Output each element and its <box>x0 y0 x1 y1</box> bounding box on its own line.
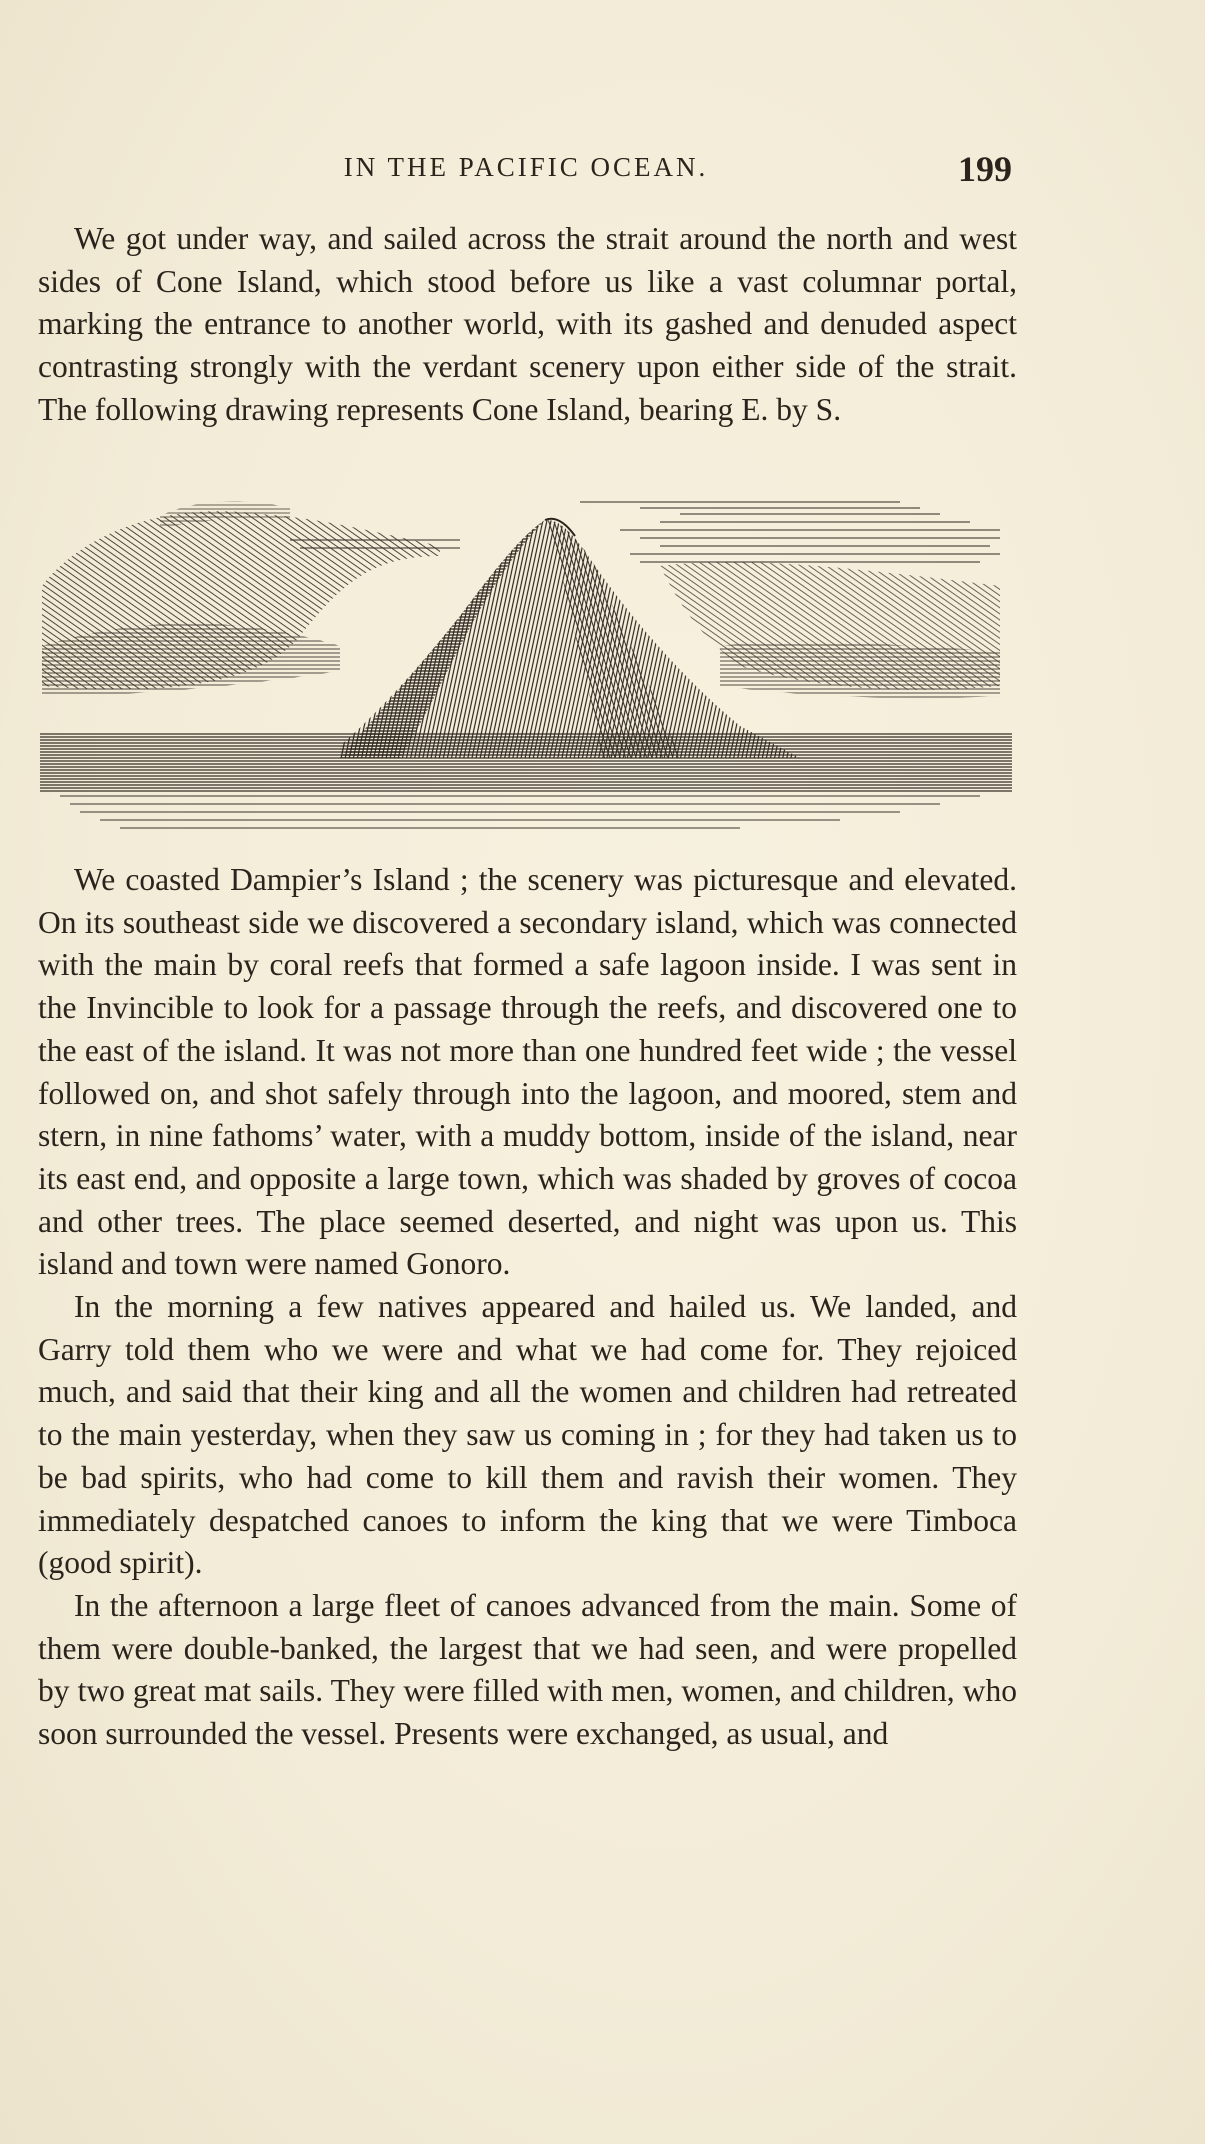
paragraph: In the afternoon a large fleet of canoes advanced from the main. Some of them were double-banked, the largest that we had seen, and were propelled by two great mat sails. They were filled with men, women, and children, who soon surrounded the vessel. Presents were exchanged, as usual, and <box>38 1587 1017 1752</box>
running-title: IN THE PACIFIC OCEAN. <box>343 152 709 182</box>
cone-island-engraving <box>40 496 1012 838</box>
running-head <box>40 148 1012 188</box>
text-after-figure <box>38 859 1017 1756</box>
paragraph: We coasted Dampier’s Island ; the scenery was picturesque and elevated. On its southeast side we discovered a secondary island, which was connected with the main by coral reefs that formed a safe lagoon inside. I was sent in the Invincible to look for a passage through the reefs, and discovered one to the east of the island. It was not more than one hundred feet wide ; the vessel followed on, and shot safely through into the lagoon, and moored, stem and stern, in nine fathoms’ water, with a muddy bottom, inside of the island, near its east end, and opposite a large town, which was shaded by groves of cocoa and other trees. The place seemed deserted, and night was upon us. This island and town were named Gonoro. <box>38 862 1017 1282</box>
paragraph: We got under way, and sailed across the strait around the north and west sides of Cone Island, which stood before us like a vast columnar portal, marking the entrance to another world, with its gashed and denuded aspect contrasting strongly with the verdant scenery upon either side of the strait. The following drawing represents Cone Island, bearing E. by S. <box>38 221 1017 427</box>
page-number: 199 <box>958 149 1012 189</box>
paragraph: In the morning a few natives appeared and hailed us. We landed, and Garry told them who we were and what we had come for. They rejoiced much, and said that their king and all the women and children had retreated to the main yesterday, when they saw us coming in ; for they had taken us to be bad spirits, who had come to kill them and ravish their women. They immediately despatched canoes to inform the king that we were Timboca (good spirit). <box>38 1289 1017 1581</box>
text-before-figure <box>38 218 1017 432</box>
